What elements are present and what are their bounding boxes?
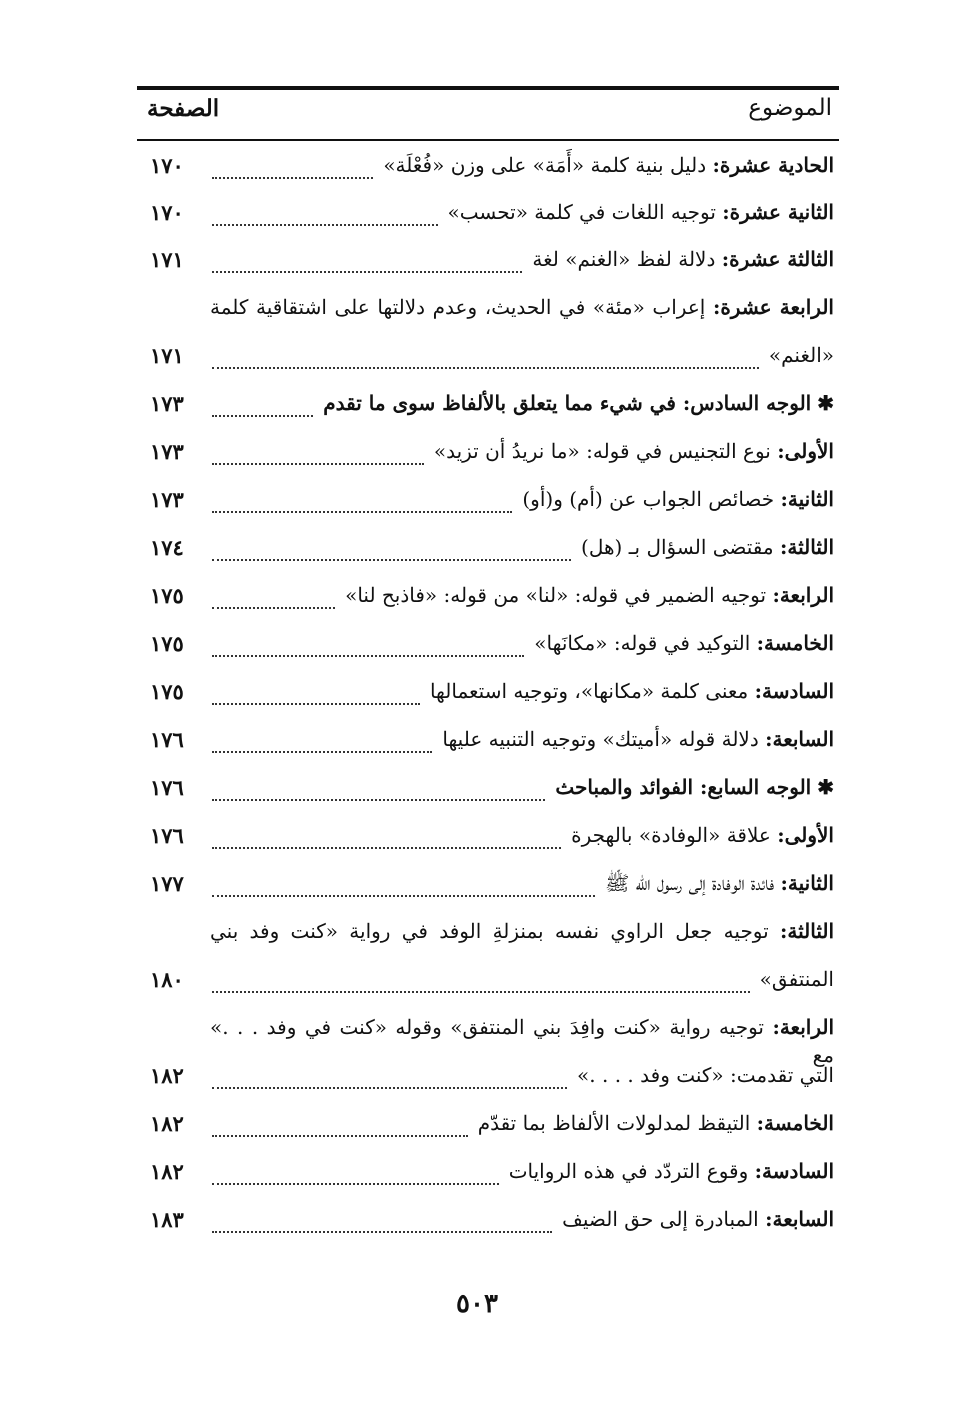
toc-entry-page: ١٨٠ (150, 967, 184, 992)
toc-entry-title: نوع التجنيس في قوله: «ما نريدُ أن تزيد» (433, 439, 778, 463)
toc-entry-label: الخامسة: (756, 631, 834, 655)
toc-entry-text (760, 965, 834, 993)
toc-entry (150, 337, 834, 377)
toc-entry-text (522, 485, 834, 513)
toc-entry-title: دلالة قوله «أميتك» وتوجيه التنبيه عليها (442, 727, 766, 751)
toc-entry-label: الحادية عشرة: (712, 153, 834, 177)
dot-leader (212, 597, 335, 609)
toc-entry-text (430, 677, 834, 705)
dot-leader (212, 549, 571, 561)
dot-leader (212, 981, 750, 993)
toc-entry (150, 481, 834, 521)
toc-entry-page: ١٧٠ (150, 153, 184, 178)
toc-entry-text (555, 773, 834, 801)
toc-entry-label: الثالثة عشرة: (721, 247, 834, 271)
toc-entry-title: المبادرة إلى حق الضيف (562, 1207, 766, 1231)
toc-entry-page: ١٧٦ (150, 727, 184, 752)
toc-entry-text (534, 629, 834, 657)
toc-entry-page: ١٧٣ (150, 391, 184, 416)
toc-entry (150, 961, 834, 1001)
toc-entry-text (769, 341, 834, 369)
toc-entry-page: ١٧٣ (150, 487, 184, 512)
toc-entry (150, 1201, 834, 1241)
toc-entry-title: توجيه الضمير في قوله: «لنا» من قوله: «فاذبح لنا» (345, 583, 773, 607)
dot-leader (212, 1173, 499, 1185)
toc-entry-label: الثانية عشرة: (722, 200, 834, 224)
toc-entry-page: ١٧٦ (150, 775, 184, 800)
toc-entry-text (383, 151, 834, 179)
toc-entry-page: ١٨٢ (150, 1111, 184, 1136)
toc-entry-label: الأولى: (777, 823, 834, 847)
toc-entry-label: السادسة: (754, 1159, 834, 1183)
toc-entry (150, 1105, 834, 1145)
toc-entry-page: ١٧١ (150, 343, 184, 368)
toc-entry-text (562, 1205, 834, 1233)
toc-entry (150, 289, 834, 329)
toc-entry-title: توجيه جعل الراوي نفسه بمنزلةِ الوفد في رواية «كنت وفد بني (210, 919, 780, 943)
dot-leader (212, 214, 438, 226)
toc-entry-page: ١٧٥ (150, 631, 184, 656)
toc-entry-title: وقوع التردّد في هذه الروايات (508, 1159, 755, 1183)
toc-entry-title: علاقة «الوفادة» بالهجرة (571, 823, 778, 847)
toc-entry-title: التي تقدمت: «كنت وفد . . . .» (577, 1063, 834, 1087)
toc-entry-page: ١٨٢ (150, 1159, 184, 1184)
toc-entry (150, 769, 834, 809)
toc-entry (150, 1057, 834, 1097)
toc-entry-label: الرابعة: (772, 583, 834, 607)
toc-entry-title: مقتضى السؤال بـ (هل) (581, 535, 780, 559)
star-icon: ✱ (817, 391, 834, 415)
toc-entry-title: معنى كلمة «مكانها»، وتوجيه استعمالها (429, 679, 755, 703)
toc-entry (150, 433, 834, 473)
toc-entry-title: توجيه اللغات في كلمة «تحسب» (447, 200, 723, 224)
toc-entry-title: «الغنم» (768, 343, 834, 367)
dot-leader (212, 693, 420, 705)
toc-entry (150, 577, 834, 617)
toc-entry (150, 147, 834, 187)
toc-entry-text (442, 725, 834, 753)
toc-entry-text (571, 821, 834, 849)
toc-entry-title: المنتفق» (759, 967, 834, 991)
toc-entry (150, 241, 834, 281)
dot-leader (212, 1077, 567, 1089)
toc-entry-title: الوجه السادس: في شيء مما يتعلق بالألفاظ سوى ما تقدم (323, 391, 812, 415)
toc-entry-label: السابعة: (765, 727, 834, 751)
toc-entry-page: ١٧٥ (150, 679, 184, 704)
toc-entry-page: ١٧٠ (150, 200, 184, 225)
toc-entry-label: الرابعة عشرة: (712, 295, 834, 319)
toc-entry-label: الثانية: (780, 871, 834, 895)
toc-entry (150, 817, 834, 857)
toc-entry (150, 865, 834, 905)
toc-entry-label: الثالثة: (779, 535, 834, 559)
toc-entry-text (323, 389, 834, 417)
toc-entry-label: السابعة: (765, 1207, 834, 1231)
toc-entry-title: خصائص الجواب عن (أم) و(أو) (522, 487, 781, 511)
toc-entry-title: توجيه رواية «كنت وافِدَ بني المنتفق» وقوله «كنت في وفد . . .» مع (210, 1015, 834, 1067)
toc-entry-page: ١٧٧ (150, 871, 184, 896)
header-rule (137, 139, 839, 141)
toc-entry-title: دليل بنية كلمة «أَمَة» على وزن «فُعْلَة» (383, 153, 713, 177)
dot-leader (212, 405, 313, 417)
toc-entry-text (605, 869, 834, 897)
toc-entry-title: الوجه السابع: الفوائد والمباحث (555, 775, 812, 799)
toc-entry-text (509, 1157, 834, 1185)
toc-entry-label: الثالثة: (779, 919, 834, 943)
toc-entry-text (345, 581, 834, 609)
toc-entry-label: الأولى: (777, 439, 834, 463)
toc-entry (150, 529, 834, 569)
toc-entry (150, 673, 834, 713)
toc-entry-page: ١٨٢ (150, 1063, 184, 1088)
toc-entry (150, 385, 834, 425)
toc-entry-text (210, 917, 834, 945)
toc-entry-text (577, 1061, 834, 1089)
toc-entry-text (448, 198, 835, 226)
toc-entry (150, 1009, 834, 1067)
toc-entry (150, 1153, 834, 1193)
dot-leader (212, 1125, 468, 1137)
toc-entry-page: ١٨٣ (150, 1207, 184, 1232)
toc-entry-page: ١٧٥ (150, 583, 184, 608)
dot-leader (212, 167, 373, 179)
toc-entry-label: الخامسة: (756, 1111, 834, 1135)
dot-leader (212, 789, 545, 801)
toc-entry-text (434, 437, 834, 465)
topic-column-header: الموضوع (748, 95, 832, 121)
dot-leader (212, 837, 561, 849)
dot-leader (212, 501, 512, 513)
page-column-header: الصفحة (147, 95, 220, 122)
toc-entry (150, 194, 834, 234)
star-icon: ✱ (817, 775, 834, 799)
toc-entry-page: ١٧٤ (150, 535, 184, 560)
toc-entry-text (478, 1109, 834, 1137)
toc-entry (150, 913, 834, 953)
dot-leader (212, 357, 759, 369)
toc-entry (150, 721, 834, 761)
dot-leader (212, 1221, 552, 1233)
toc-entry-page: ١٧٣ (150, 439, 184, 464)
dot-leader (212, 645, 524, 657)
toc-entry-label: السادسة: (754, 679, 834, 703)
toc-entry-title: إعراب «مئة» في الحديث، وعدم دلالتها على اشتقاقية كلمة (210, 295, 713, 319)
dot-leader (212, 885, 595, 897)
toc-entry-page: ١٧٦ (150, 823, 184, 848)
toc-entry-text (210, 293, 834, 321)
toc-entry-label: الرابعة: (772, 1015, 834, 1039)
dot-leader (212, 453, 424, 465)
toc-entry-title: التوكيد في قوله: «مكانَها» (534, 631, 757, 655)
toc-entry-title: فائدة الوفادة إلى رسول الله ﷺ (605, 871, 781, 895)
top-rule (137, 86, 839, 90)
toc-entry-label: الثانية: (780, 487, 834, 511)
dot-leader (212, 261, 522, 273)
toc-entry-text (532, 245, 834, 273)
toc-entry-title: دلالة لفظ «الغنم» لغة (532, 247, 722, 271)
dot-leader (212, 741, 432, 753)
toc-entry-page: ١٧١ (150, 247, 184, 272)
toc-entry-text (581, 533, 834, 561)
page-number: ٥٠٣ (456, 1289, 498, 1319)
toc-entry (150, 625, 834, 665)
toc-entry-title: التيقظ لمدلولات الألفاظ بما تقدّم (477, 1111, 757, 1135)
